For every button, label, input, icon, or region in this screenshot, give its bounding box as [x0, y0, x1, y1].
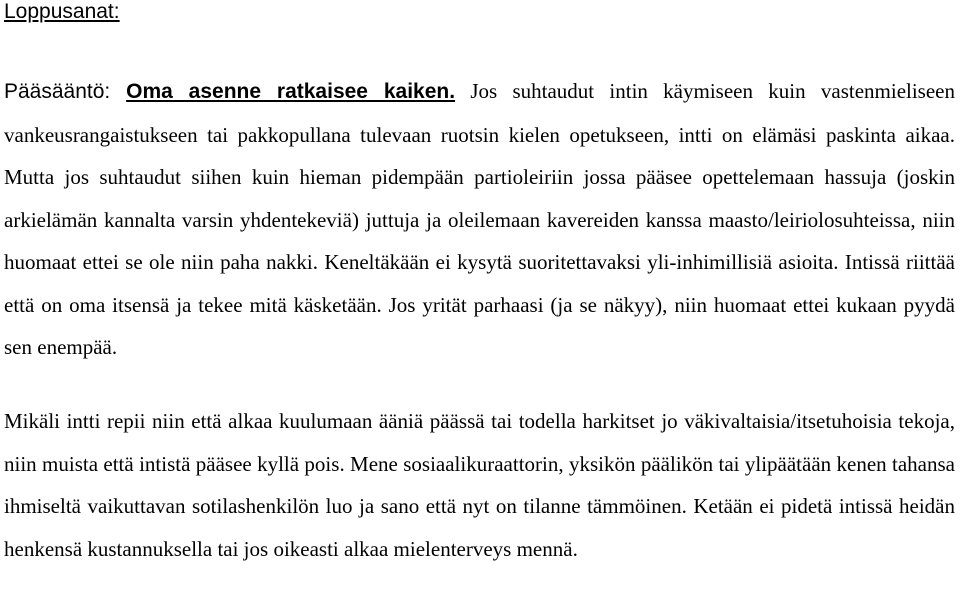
- paragraph-main-rule: [4, 70, 955, 369]
- rule-lead-label: Pääsääntö:: [4, 80, 127, 103]
- section-heading: Loppusanat:: [4, 0, 120, 23]
- rule-emphasis: Oma asenne ratkaisee kaiken.: [126, 80, 456, 103]
- paragraph-exit-advice: Mikäli intti repii niin että alkaa kuulumaan ääniä päässä tai todella harkitset jo väkivaltaisia/itsetuhoisia tekoja, niin muista että intistä pääsee kyllä pois. Mene sosiaalikuraattorin, yksikön päälikön tai ylipäätään kenen tahansa ihmiseltä vaikuttavan sotilashenkilön luo ja sano että nyt on tilanne tämmöinen. Ketään ei pidetä intissä heidän henkensä kustannuksella tai jos oikeasti alkaa mielenterveys mennä.: [4, 409, 955, 561]
- paragraph-main-body: Jos suhtaudut intin käymiseen kuin vastenmieliseen vankeusrangaistukseen tai pakkopullana tulevaan ruotsin kielen opetukseen, intti on elämäsi paskinta aikaa. Mutta jos suhtaudut siihen kuin hieman pidempään partioleiriin jossa pääsee opettelemaan hassuja (joskin arkielämän kannalta varsin yhdentekeviä) juttuja ja oleilemaan kavereiden kanssa maasto/leiriolosuhteissa, niin huomaat ettei se ole niin paha nakki. Keneltäkään ei kysytä suoritettavaksi yli-inhimillisiä asioita. Intissä riittää että on oma itsensä ja tekee mitä käsketään. Jos yrität parhaasi (ja se näkyy), niin huomaat ettei kukaan pyydä sen enempää.: [4, 79, 955, 359]
